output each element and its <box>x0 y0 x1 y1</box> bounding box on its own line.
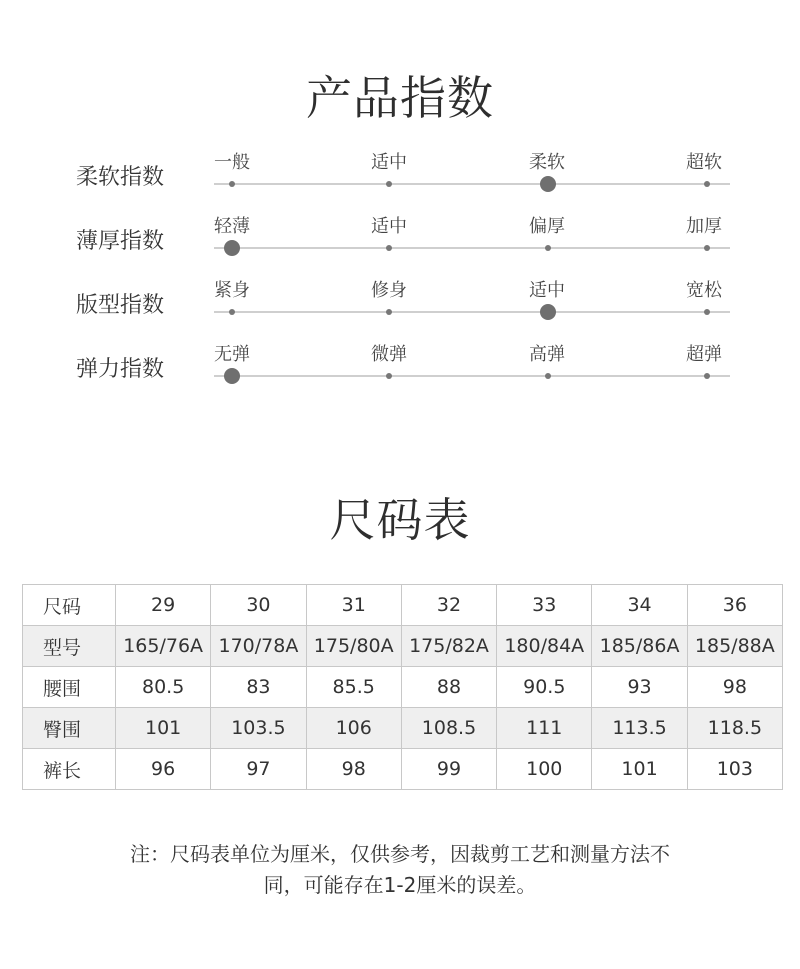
table-cell: 103 <box>687 749 782 790</box>
index-scale-option: 适中 <box>371 216 407 237</box>
index-scale-tick <box>386 309 392 315</box>
index-scale-line <box>214 247 730 249</box>
index-row-label: 薄厚指数 <box>76 229 165 254</box>
index-scale-tick <box>704 245 710 251</box>
index-scale-tick <box>229 309 235 315</box>
table-cell: 99 <box>401 749 496 790</box>
table-cell: 113.5 <box>592 708 687 749</box>
table-cell: 88 <box>401 667 496 708</box>
table-cell: 93 <box>592 667 687 708</box>
size-note-line-2: 同，可能存在1-2厘米的误差。 <box>263 873 537 897</box>
table-row <box>23 749 783 790</box>
table-cell: 98 <box>306 749 401 790</box>
table-row <box>23 708 783 749</box>
index-scale-option: 加厚 <box>686 216 722 237</box>
table-cell: 31 <box>306 585 401 626</box>
table-cell: 165/76A <box>116 626 211 667</box>
table-cell: 30 <box>211 585 306 626</box>
index-scale-option: 适中 <box>529 280 565 301</box>
product-index-title: 产品指数 <box>306 71 494 125</box>
table-cell: 85.5 <box>306 667 401 708</box>
table-cell: 185/86A <box>592 626 687 667</box>
size-chart-title: 尺码表 <box>329 493 471 547</box>
index-scale-line <box>214 311 730 313</box>
index-scale-option: 适中 <box>371 152 407 173</box>
index-scale <box>214 212 730 272</box>
table-row-header: 型号 <box>23 626 116 667</box>
index-scale-option: 宽松 <box>686 280 722 301</box>
table-cell: 101 <box>592 749 687 790</box>
index-scale-option: 柔软 <box>529 152 565 173</box>
index-scale-option: 高弹 <box>529 344 565 365</box>
table-cell: 118.5 <box>687 708 782 749</box>
index-scale-marker-selected <box>540 304 556 320</box>
table-cell: 170/78A <box>211 626 306 667</box>
index-scale-tick <box>545 245 551 251</box>
table-cell: 36 <box>687 585 782 626</box>
table-row <box>23 585 783 626</box>
table-row-header: 腰围 <box>23 667 116 708</box>
index-row <box>0 212 800 272</box>
index-scale-tick <box>386 181 392 187</box>
index-scale-option: 偏厚 <box>529 216 565 237</box>
index-scale-option: 轻薄 <box>214 216 250 237</box>
table-cell: 180/84A <box>497 626 592 667</box>
table-row <box>23 667 783 708</box>
index-scale-marker-selected <box>224 240 240 256</box>
table-cell: 96 <box>116 749 211 790</box>
table-cell: 185/88A <box>687 626 782 667</box>
index-row-label: 柔软指数 <box>76 165 165 190</box>
index-scale-tick <box>386 373 392 379</box>
index-scale <box>214 276 730 336</box>
table-row-header: 臀围 <box>23 708 116 749</box>
table-cell: 175/80A <box>306 626 401 667</box>
index-scale-tick <box>704 181 710 187</box>
table-cell: 80.5 <box>116 667 211 708</box>
table-row-header: 裤长 <box>23 749 116 790</box>
index-scale-option: 修身 <box>371 280 407 301</box>
index-scale-option: 紧身 <box>214 280 250 301</box>
index-row <box>0 276 800 336</box>
table-cell: 34 <box>592 585 687 626</box>
index-scale-option: 超弹 <box>686 344 722 365</box>
table-cell: 97 <box>211 749 306 790</box>
index-scale-tick <box>704 309 710 315</box>
index-scale-line <box>214 183 730 185</box>
index-scale-tick <box>229 181 235 187</box>
index-scale-marker-selected <box>540 176 556 192</box>
index-scale-line <box>214 375 730 377</box>
index-scale-tick <box>704 373 710 379</box>
index-row <box>0 340 800 400</box>
table-cell: 90.5 <box>497 667 592 708</box>
table-cell: 103.5 <box>211 708 306 749</box>
table-cell: 101 <box>116 708 211 749</box>
table-cell: 175/82A <box>401 626 496 667</box>
table-cell: 29 <box>116 585 211 626</box>
table-cell: 33 <box>497 585 592 626</box>
size-note-line-1: 注：尺码表单位为厘米，仅供参考，因裁剪工艺和测量方法不 <box>130 842 670 866</box>
index-scale-option: 一般 <box>214 152 250 173</box>
index-row-label: 弹力指数 <box>76 357 165 382</box>
index-scale-tick <box>545 373 551 379</box>
table-cell: 32 <box>401 585 496 626</box>
table-cell: 108.5 <box>401 708 496 749</box>
table-row <box>23 626 783 667</box>
index-scale <box>214 148 730 208</box>
table-cell: 83 <box>211 667 306 708</box>
index-scale-option: 超软 <box>686 152 722 173</box>
index-scale-tick <box>386 245 392 251</box>
index-scale <box>214 340 730 400</box>
index-scale-option: 微弹 <box>371 344 407 365</box>
index-row <box>0 148 800 208</box>
table-cell: 100 <box>497 749 592 790</box>
size-chart-table <box>22 584 783 790</box>
index-scale-marker-selected <box>224 368 240 384</box>
index-scale-option: 无弹 <box>214 344 250 365</box>
table-cell: 106 <box>306 708 401 749</box>
table-cell: 98 <box>687 667 782 708</box>
index-row-label: 版型指数 <box>76 293 165 318</box>
table-cell: 111 <box>497 708 592 749</box>
table-row-header: 尺码 <box>23 585 116 626</box>
